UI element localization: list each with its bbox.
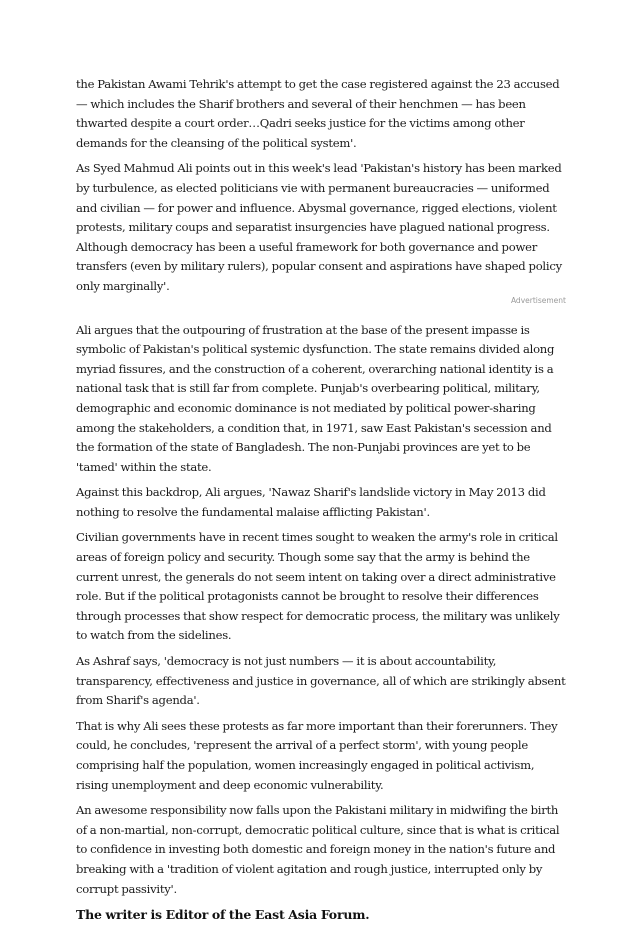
article-paragraph: Ali argues that the outpouring of frustration at the base of the present impasse is symbolic of Pakistan's political systemic dysfunction. The state remains divided along myriad fissures, and the construction of a coherent, overarching national identity is a national task that is still far from complete. Punjab's overbearing political, military, demographic and economic dominance is not mediated by political power-sharing among the stakeholders, a condition that, in 1971, saw East Pakistan's secession and the formation of the state of Bangladesh. The non-Punjabi provinces are yet to be 'tamed' within the state. bbox=[76, 322, 555, 474]
author-byline: The writer is Editor of the East Asia Forum. bbox=[76, 907, 370, 923]
article-paragraph: That is why Ali sees these protests as far more important than their forerunners. They could, he concludes, 'represent the arrival of a perfect storm', with young people comprising half the population, women increasingly engaged in political activism, rising unemployment and deep economic vulnerability. bbox=[76, 718, 558, 792]
advertisement-label: Advertisement bbox=[510, 295, 566, 305]
article-body bbox=[76, 75, 566, 925]
article-paragraph: the Pakistan Awami Tehrik's attempt to get the case registered against the 23 accused — which includes the Sharif brothers and several of their henchmen — has been thwarted despite a court order…Qadri seeks justice for the victims among other demands for the cleansing of the political system'. bbox=[76, 77, 560, 150]
article-paragraph: As Syed Mahmud Ali points out in this week's lead 'Pakistan's history has been marked by turbulence, as elected politicians vie with permanent bureaucracies — uniformed and civilian — for power and influence. Abysmal governance, rigged elections, violent protests, military coups and separatist insurgencies have plagued national progress. Although democracy has been a useful framework for both governance and power transfers (even by military rulers), popular consent and aspirations have shaped policy only marginally'. bbox=[76, 161, 562, 293]
article-paragraph: As Ashraf says, 'democracy is not just numbers — it is about accountability, transparency, effectiveness and justice in governance, all of which are strikingly absent from Sharif's agenda'. bbox=[76, 654, 566, 708]
article-paragraph: Civilian governments have in recent times sought to weaken the army's role in critical areas of foreign policy and security. Though some say that the army is behind the current unrest, the generals do not seem intent on taking over a direct administrative role. But if the political protagonists cannot be brought to resolve their differences through processes that show respect for democratic process, the military was unlikely to watch from the sidelines. bbox=[76, 530, 560, 643]
article-paragraph: Against this backdrop, Ali argues, 'Nawaz Sharif's landslide victory in May 2013 did nothing to resolve the fundamental malaise afflicting Pakistan'. bbox=[76, 485, 546, 519]
article-paragraph: An awesome responsibility now falls upon the Pakistani military in midwifing the birth of a non-martial, non-corrupt, democratic political culture, since that is what is critical to confidence in investing both domestic and foreign money in the nation's future and breaking with a 'tradition of violent agitation and rough justice, interrupted only by corrupt passivity'. bbox=[76, 803, 560, 896]
